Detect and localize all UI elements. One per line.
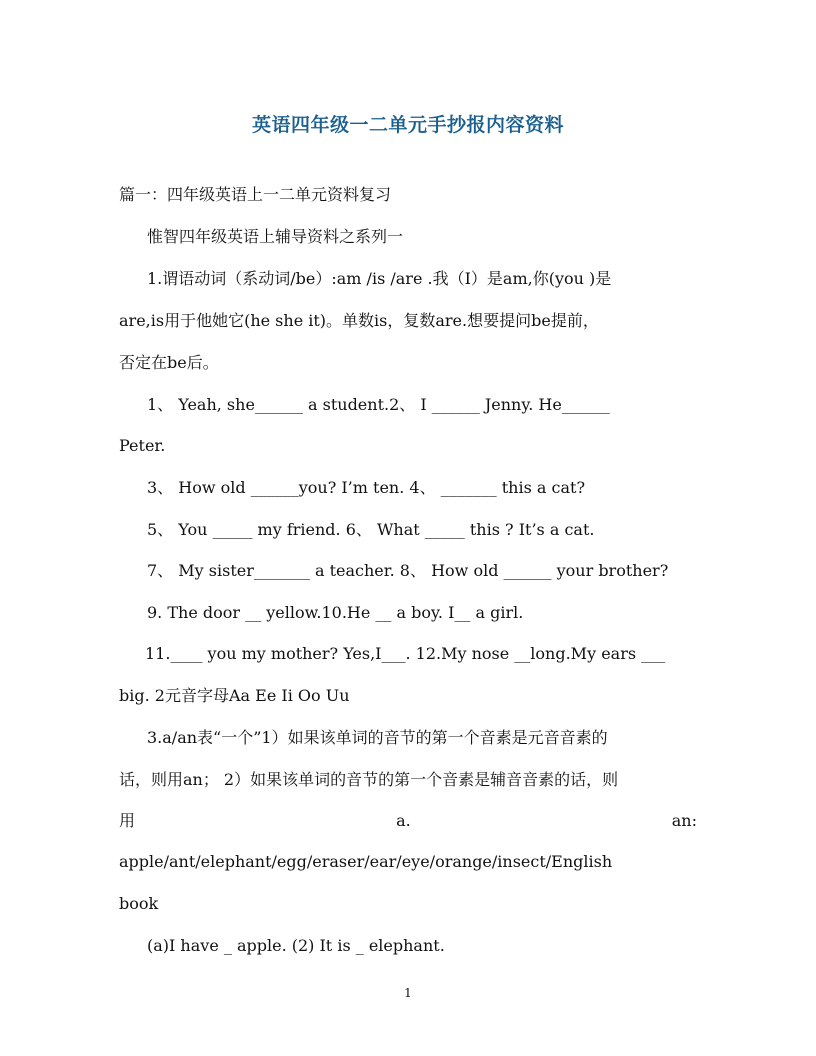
text-line: 1.谓语动词（系动词/be）:am /is /are .我（I）是am,你(you )是 <box>147 269 612 288</box>
exercise-line: 3、 How old ______you? I’m ten. 4、 _______ this a cat? <box>147 478 586 497</box>
text-line: 话，则用an； 2）如果该单词的音节的第一个音素是辅音音素的话，则 <box>119 770 619 789</box>
exercise-line: 7、 My sister_______ a teacher. 8、 How old ______ your brother? <box>147 561 669 580</box>
justified-word: 用 <box>119 811 136 830</box>
justified-line <box>119 809 709 833</box>
justified-word: a. <box>396 811 411 830</box>
exercise-line: 1、 Yeah, she______ a student.2、 I ______ Jenny. He______ <box>147 395 610 414</box>
exercise-line: Peter. <box>119 436 166 455</box>
exercise-line: (a)I have _ apple. (2) It is _ elephant. <box>147 936 445 955</box>
justified-word: an: <box>671 811 697 830</box>
text-line: apple/ant/elephant/egg/eraser/ear/eye/orange/insect/English <box>119 852 613 871</box>
text-line: 3.a/an表“一个”1）如果该单词的音节的第一个音素是元音音素的 <box>147 728 608 747</box>
section-heading: 篇一：四年级英语上一二单元资料复习 <box>119 185 392 204</box>
exercise-line: 9. The door __ yellow.10.He __ a boy. I__ a girl. <box>147 603 524 622</box>
subtitle: 惟智四年级英语上辅导资料之系列一 <box>147 227 404 246</box>
text-line: 否定在be后。 <box>119 353 219 372</box>
text-line: big. 2元音字母Aa Ee Ii Oo Uu <box>119 686 350 705</box>
document-title: 英语四年级一二单元手抄报内容资料 <box>251 114 564 136</box>
text-line: are,is用于他她它(he she it)。单数is，复数are.想要提问be提前， <box>119 311 599 330</box>
exercise-line: 5、 You _____ my friend. 6、 What _____ this ? It’s a cat. <box>147 520 595 539</box>
text-line: book <box>119 894 159 913</box>
page-number: 1 <box>404 986 412 1000</box>
exercise-line: 11.____ you my mother? Yes,I___. 12.My nose __long.My ears ___ <box>145 644 666 663</box>
